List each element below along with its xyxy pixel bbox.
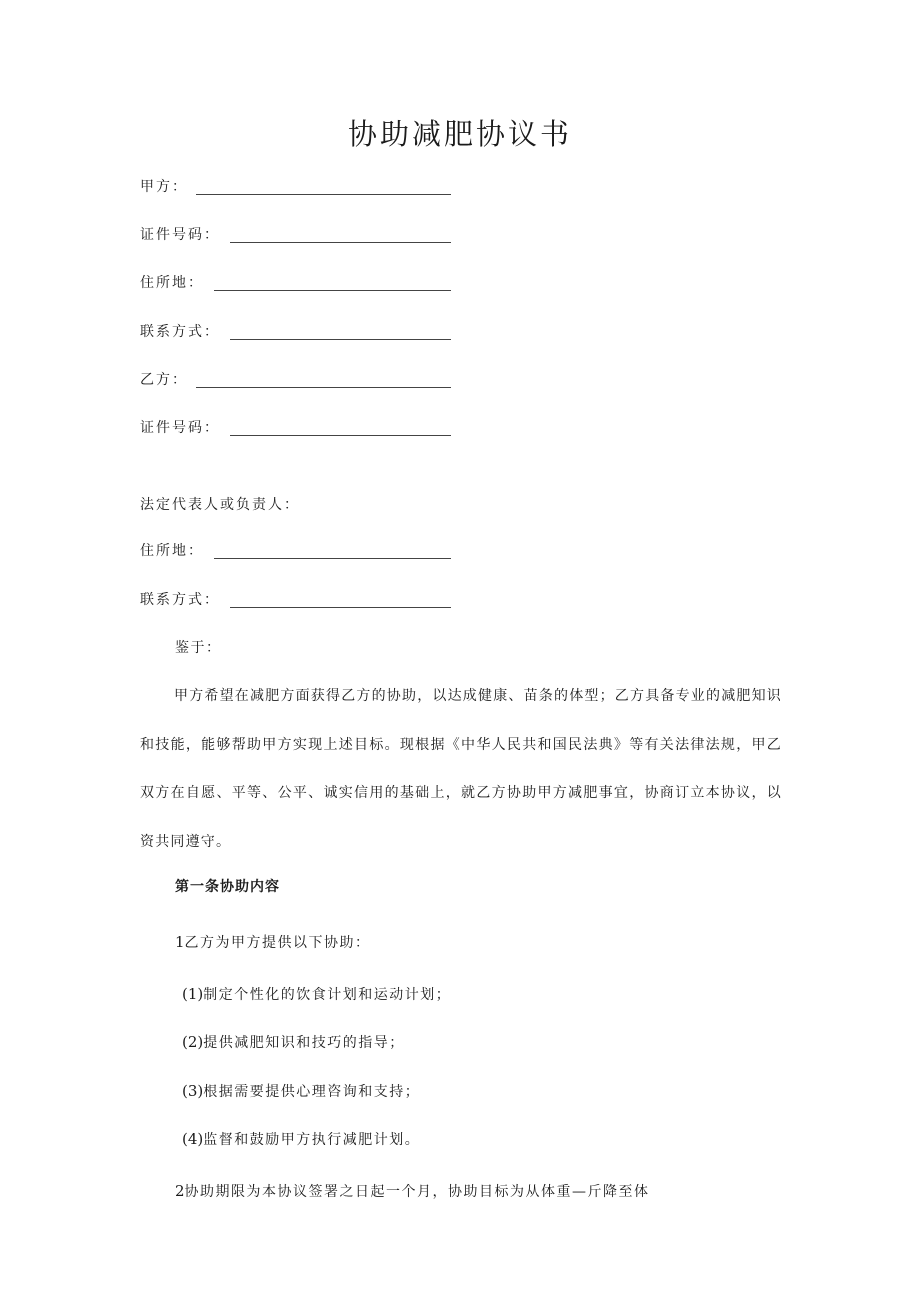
subitem-text: 制定个性化的饮食计划和运动计划； xyxy=(203,987,452,1003)
party-b-contact-field xyxy=(140,589,220,611)
party-a-id-label: 证件号码： xyxy=(140,227,220,243)
party-b-rep-field xyxy=(140,494,300,516)
article-1-subitem xyxy=(182,1128,420,1151)
party-a-contact-field xyxy=(140,321,220,343)
party-a-blank-line xyxy=(196,194,451,195)
subitem-number: (2) xyxy=(182,1033,204,1051)
document-title: 协助减肥协议书 xyxy=(347,117,572,151)
party-b-address-label: 住所地： xyxy=(140,543,204,559)
article-1-subitem xyxy=(182,1080,420,1103)
article-1-item-1 xyxy=(175,931,371,954)
party-b-id-label: 证件号码： xyxy=(140,420,220,436)
article-1-subitem xyxy=(182,1031,405,1054)
party-b-id-field xyxy=(140,417,220,439)
article-1-subitem xyxy=(182,983,451,1006)
party-a-field xyxy=(140,176,188,198)
party-a-contact-blank-line xyxy=(230,339,451,340)
party-b-contact-label: 联系方式： xyxy=(140,592,220,608)
party-b-blank-line xyxy=(196,387,451,388)
party-b-field xyxy=(140,369,188,391)
party-b-contact-blank-line xyxy=(230,607,451,608)
party-b-address-field xyxy=(140,540,204,562)
subitem-number: (1) xyxy=(182,985,204,1003)
article-1-heading: 第一条协助内容 xyxy=(175,879,280,895)
subitem-text: 提供减肥知识和技巧的指导； xyxy=(203,1035,405,1051)
party-b-label: 乙方： xyxy=(140,372,188,388)
party-a-id-blank-line xyxy=(230,242,451,243)
subitem-number: (3) xyxy=(182,1082,204,1100)
party-b-address-blank-line xyxy=(214,558,451,559)
party-a-id-field xyxy=(140,224,220,246)
party-a-label: 甲方： xyxy=(140,179,188,195)
item-text: 协助期限为本协议签署之日起一个月，协助目标为从体重—斤降至体 xyxy=(184,1184,650,1200)
item-number: 2 xyxy=(175,1182,185,1200)
party-a-address-field xyxy=(140,272,204,294)
article-1-item-2 xyxy=(175,1180,650,1203)
party-a-address-blank-line xyxy=(214,290,451,291)
whereas-label: 鉴于： xyxy=(175,640,222,656)
item-text: 乙方为甲方提供以下协助： xyxy=(184,935,371,951)
subitem-text: 根据需要提供心理咨询和支持； xyxy=(203,1084,421,1100)
subitem-text: 监督和鼓励甲方执行减肥计划。 xyxy=(203,1132,421,1148)
party-a-contact-label: 联系方式： xyxy=(140,324,220,340)
party-b-id-blank-line xyxy=(230,435,451,436)
item-number: 1 xyxy=(175,933,185,951)
preamble-paragraph: 甲方希望在减肥方面获得乙方的协助，以达成健康、苗条的体型；乙方具备专业的减肥知识和技能，能够帮助甲方实现上述目标。现根据《中华人民共和国民法典》等有关法律法规，甲乙双方在自愿、平等、公平、诚实信用的基础上，就乙方协助甲方减肥事宜，协商订立本协议，以资共同遵守。 xyxy=(140,688,782,850)
subitem-number: (4) xyxy=(182,1130,204,1148)
party-b-rep-label: 法定代表人或负责人： xyxy=(140,497,300,513)
party-a-address-label: 住所地： xyxy=(140,275,204,291)
